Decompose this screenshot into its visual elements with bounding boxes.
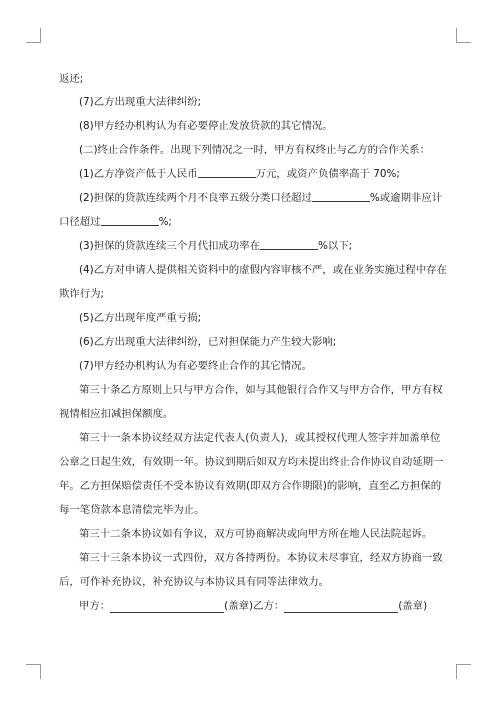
party-b-label: 乙方：	[253, 600, 285, 612]
text-line: 第三十条乙方原则上只与甲方合作，如与其他银行合作又与甲方合作，甲方有权	[79, 384, 443, 396]
text-line: 第三十二条本协议如有争议，双方可协商解决或向甲方所在地人民法院起诉。	[79, 528, 433, 540]
text-segment: (1)乙方净资产低于人民币	[79, 168, 198, 180]
party-b-seal-label: (盖章)	[398, 600, 428, 612]
text-segment: %或逾期非应计	[369, 192, 443, 204]
text-line: (7)甲方经办机构认为有必要终止合作的其它情况。	[79, 360, 312, 372]
text-line: (7)乙方出现重大法律纠纷;	[79, 96, 202, 108]
text-line: 第三十三条本协议一式四份，双方各持两份。本协议未尽事宜，经双方协商一致	[79, 552, 443, 564]
text-line: 每一笔贷款本息清偿完毕为止。	[59, 504, 205, 516]
text-line: 第三十一条本协议经双方法定代表人(负责人)，或其授权代理人签字并加盖单位	[79, 432, 441, 444]
text-segment: 万元，或资产负债率高于 70%;	[255, 168, 400, 180]
text-line	[79, 191, 442, 205]
signature-line	[79, 599, 427, 613]
text-segment: %以下;	[317, 240, 353, 252]
blank-field-amount[interactable]	[198, 167, 256, 178]
text-line: 年。乙方担保赔偿责任不受本协议有效期(即双方合作期限)的影响，直至乙方担保的	[59, 480, 442, 492]
text-segment: 口径超过	[59, 216, 101, 228]
crop-mark-top-right	[456, 28, 471, 43]
blank-field-success-rate[interactable]	[260, 239, 318, 250]
party-a-label: 甲方：	[79, 600, 111, 612]
text-line: 公章之日起生效，有效期一年。协议到期后如双方均未提出终止合作协议自动延期一	[59, 456, 444, 468]
text-segment: (3)担保的贷款连续三个月代扣成功率在	[79, 240, 260, 252]
party-a-seal-label: (盖章)	[224, 600, 254, 612]
blank-field-bad-loan-rate[interactable]	[312, 191, 370, 202]
text-segment: %;	[158, 216, 172, 228]
text-line: (8)甲方经办机构认为有必要停止发放贷款的其它情况。	[79, 120, 333, 132]
text-line: (二)终止合作条件。出现下列情况之一时，甲方有权终止与乙方的合作关系：	[79, 144, 430, 156]
text-line: (6)乙方出现重大法律纠纷，已对担保能力产生较大影响;	[79, 336, 337, 348]
text-line: 视情相应扣减担保额度。	[59, 408, 174, 420]
text-line: (4)乙方对申请人提供相关资料中的虚假内容审核不严，或在业务实施过程中存在	[79, 264, 447, 276]
text-line	[79, 167, 400, 181]
party-a-signature-field[interactable]	[110, 602, 224, 613]
text-line	[59, 215, 172, 229]
text-line: (5)乙方出现年度严重亏损;	[79, 312, 202, 324]
text-line	[79, 239, 352, 253]
text-segment: (2)担保的贷款连续两个月不良率五级分类口径超过	[79, 192, 312, 204]
text-line: 欺诈行为;	[59, 288, 105, 300]
crop-mark-top-left	[26, 28, 41, 43]
text-line: 后，可作补充协议，补充协议与本协议具有同等法律效力。	[59, 576, 330, 588]
party-b-signature-field[interactable]	[284, 602, 398, 613]
blank-field-overdue-rate[interactable]	[101, 215, 159, 226]
text-line: 返还;	[59, 73, 84, 85]
crop-mark-bottom-left	[26, 664, 41, 679]
crop-mark-bottom-right	[456, 664, 471, 679]
